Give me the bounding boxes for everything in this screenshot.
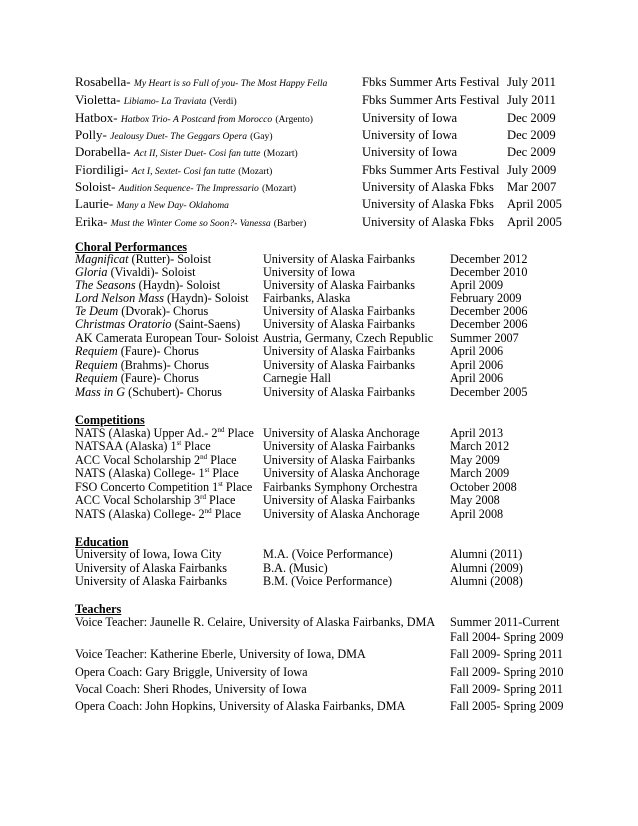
section-heading-choral: Choral Performances	[75, 240, 188, 254]
competition-venue: Fairbanks Symphony Orchestra	[263, 480, 418, 494]
competition-date: May 2009	[450, 453, 500, 467]
competition-date: April 2013	[450, 426, 504, 440]
choral-date: February 2009	[450, 291, 522, 305]
role-venue: University of Alaska Fbks	[362, 180, 494, 194]
choral-work: Te Deum (Dvorak)- Chorus	[75, 304, 209, 318]
choral-venue: University of Alaska Fairbanks	[263, 304, 415, 318]
section-heading-education: Education	[75, 535, 129, 549]
choral-venue: University of Iowa	[263, 265, 356, 279]
competition-venue: University of Alaska Anchorage	[263, 426, 420, 440]
competition-date: April 2008	[450, 507, 504, 521]
choral-date: December 2006	[450, 317, 528, 331]
role-title: Erika- Must the Winter Come so Soon?- Vanessa (Barber)	[75, 214, 307, 229]
choral-date: December 2005	[450, 385, 528, 399]
competition-venue: University of Alaska Anchorage	[263, 466, 420, 480]
role-venue: Fbks Summer Arts Festival	[362, 163, 500, 177]
education-school: University of Alaska Fairbanks	[75, 561, 227, 575]
education-degree: B.M. (Voice Performance)	[263, 574, 393, 588]
competition-title: ACC Vocal Scholarship 2nd Place	[75, 452, 237, 467]
role-venue: University of Iowa	[362, 111, 458, 125]
competition-date: March 2012	[450, 439, 510, 453]
competition-title: NATS (Alaska) College- 1st Place	[75, 465, 239, 480]
teacher-text: Voice Teacher: Katherine Eberle, University of Iowa, DMA	[75, 647, 366, 661]
teacher-dates: Fall 2009- Spring 2010	[450, 665, 564, 679]
education-school: University of Iowa, Iowa City	[75, 547, 222, 561]
choral-venue: University of Alaska Fairbanks	[263, 344, 415, 358]
role-venue: University of Alaska Fbks	[362, 197, 494, 211]
role-venue: University of Alaska Fbks	[362, 215, 494, 229]
choral-date: December 2010	[450, 265, 528, 279]
choral-date: April 2006	[450, 344, 504, 358]
choral-work: Requiem (Faure)- Chorus	[75, 344, 199, 358]
role-title: Violetta- Libiamo- La Traviata (Verdi)	[75, 92, 237, 107]
role-date: Dec 2009	[507, 128, 556, 142]
choral-date: December 2006	[450, 304, 528, 318]
competition-venue: University of Alaska Fairbanks	[263, 493, 415, 507]
choral-work: Magnificat (Rutter)- Soloist	[75, 252, 212, 266]
education-status: Alumni (2011)	[450, 547, 523, 561]
competition-title: NATS (Alaska) Upper Ad.- 2nd Place	[75, 425, 254, 440]
role-venue: University of Iowa	[362, 145, 458, 159]
role-title: Laurie- Many a New Day- Oklahoma	[75, 196, 229, 211]
choral-venue: University of Alaska Fairbanks	[263, 385, 415, 399]
choral-work: The Seasons (Haydn)- Soloist	[75, 278, 221, 292]
teacher-text: Voice Teacher: Jaunelle R. Celaire, University of Alaska Fairbanks, DMA	[75, 615, 436, 629]
role-venue: Fbks Summer Arts Festival	[362, 93, 500, 107]
choral-date: December 2012	[450, 252, 528, 266]
section-heading-teachers: Teachers	[75, 602, 122, 616]
choral-work: Mass in G (Schubert)- Chorus	[75, 385, 222, 399]
choral-venue: University of Alaska Fairbanks	[263, 252, 415, 266]
choral-venue: Austria, Germany, Czech Republic	[263, 331, 434, 345]
role-title: Fiordiligi- Act I, Sextet- Cosi fan tutte (Mozart)	[75, 162, 273, 177]
competition-title: ACC Vocal Scholarship 3rd Place	[75, 492, 236, 507]
teacher-text: Opera Coach: Gary Briggle, University of Iowa	[75, 665, 308, 679]
choral-venue: University of Alaska Fairbanks	[263, 317, 415, 331]
role-date: Dec 2009	[507, 145, 556, 159]
choral-work: Christmas Oratorio (Saint-Saens)	[75, 317, 241, 331]
choral-work: Requiem (Brahms)- Chorus	[75, 358, 210, 372]
education-status: Alumni (2008)	[450, 574, 523, 588]
teacher-dates: Fall 2004- Spring 2009	[450, 630, 564, 644]
section-heading-competitions: Competitions	[75, 413, 145, 427]
teacher-text: Vocal Coach: Sheri Rhodes, University of Iowa	[75, 682, 307, 696]
role-venue: University of Iowa	[362, 128, 458, 142]
role-title: Soloist- Audition Sequence- The Impressario (Mozart)	[75, 179, 297, 194]
choral-work: Requiem (Faure)- Chorus	[75, 371, 199, 385]
education-degree: B.A. (Music)	[263, 561, 328, 575]
choral-venue: Fairbanks, Alaska	[263, 291, 351, 305]
role-title: Hatbox- Hatbox Trio- A Postcard from Morocco (Argento)	[75, 110, 313, 125]
choral-date: April 2009	[450, 278, 504, 292]
choral-venue: University of Alaska Fairbanks	[263, 358, 415, 372]
teacher-dates: Fall 2009- Spring 2011	[450, 647, 563, 661]
role-date: April 2005	[507, 197, 562, 211]
teacher-dates: Fall 2005- Spring 2009	[450, 699, 564, 713]
role-date: April 2005	[507, 215, 562, 229]
role-title: Polly- Jealousy Duet- The Geggars Opera (Gay)	[75, 127, 273, 142]
competition-title: NATS (Alaska) College- 2nd Place	[75, 506, 242, 521]
competition-date: October 2008	[450, 480, 517, 494]
choral-date: April 2006	[450, 358, 504, 372]
role-date: July 2011	[507, 75, 556, 89]
competition-title: FSO Concerto Competition 1st Place	[75, 479, 253, 494]
choral-venue: University of Alaska Fairbanks	[263, 278, 415, 292]
choral-work: AK Camerata European Tour- Soloist	[75, 331, 259, 345]
teacher-dates: Fall 2009- Spring 2011	[450, 682, 563, 696]
education-status: Alumni (2009)	[450, 561, 523, 575]
competition-date: March 2009	[450, 466, 510, 480]
competition-date: May 2008	[450, 493, 500, 507]
competition-title: NATSAA (Alaska) 1st Place	[75, 438, 211, 453]
choral-date: April 2006	[450, 371, 504, 385]
teacher-text: Opera Coach: John Hopkins, University of Alaska Fairbanks, DMA	[75, 699, 406, 713]
competition-venue: University of Alaska Fairbanks	[263, 453, 415, 467]
role-date: July 2009	[507, 163, 557, 177]
role-date: July 2011	[507, 93, 556, 107]
education-school: University of Alaska Fairbanks	[75, 574, 227, 588]
education-degree: M.A. (Voice Performance)	[263, 547, 393, 561]
choral-venue: Carnegie Hall	[263, 371, 332, 385]
teacher-dates: Summer 2011-Current	[450, 615, 560, 629]
choral-date: Summer 2007	[450, 331, 519, 345]
competition-venue: University of Alaska Anchorage	[263, 507, 420, 521]
choral-work: Gloria (Vivaldi)- Soloist	[75, 265, 196, 279]
role-title: Rosabella- My Heart is so Full of you- The Most Happy Fella	[75, 74, 328, 89]
role-date: Mar 2007	[507, 180, 557, 194]
role-venue: Fbks Summer Arts Festival	[362, 75, 500, 89]
competition-venue: University of Alaska Fairbanks	[263, 439, 415, 453]
role-date: Dec 2009	[507, 111, 556, 125]
role-title: Dorabella- Act II, Sister Duet- Cosi fan tutte (Mozart)	[75, 144, 298, 159]
choral-work: Lord Nelson Mass (Haydn)- Soloist	[75, 291, 249, 305]
